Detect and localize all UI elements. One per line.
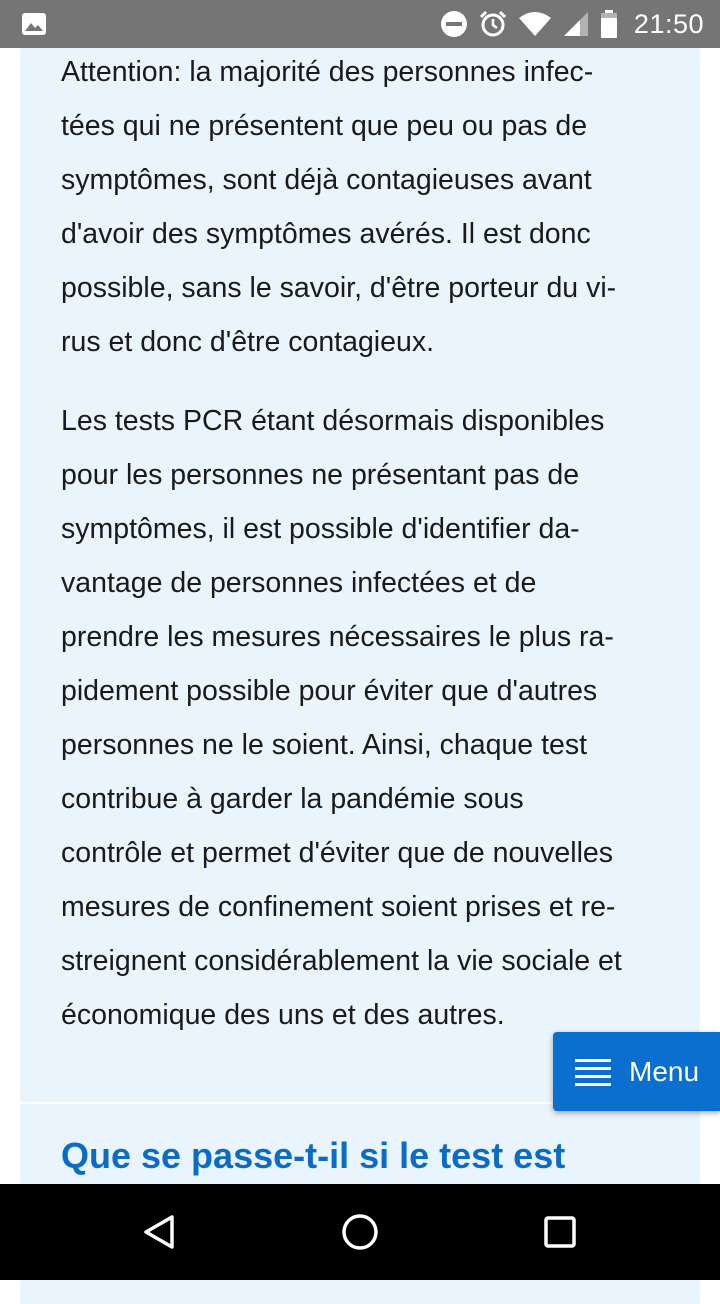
text-line: symptômes, il est possible d'identifier da- [61, 513, 580, 545]
text-line: pour les personnes ne présentant pas de [61, 459, 580, 491]
image-notification-icon [20, 10, 48, 38]
recent-apps-icon[interactable] [532, 1204, 588, 1260]
text-line: mesures de confinement soient prises et re- [61, 891, 616, 923]
cell-signal-icon [562, 10, 590, 38]
text-line: tées qui ne présentent que peu ou pas de [61, 110, 588, 142]
clock-time: 21:50 [633, 8, 704, 39]
text-line: symptômes, sont déjà contagieuses avant [61, 164, 592, 196]
text-line: personnes ne le soient. Ainsi, chaque test [61, 729, 588, 761]
text-line: prendre les mesures nécessaires le plus ra- [61, 621, 614, 653]
wifi-icon [518, 10, 552, 38]
menu-button-label: Menu [629, 1055, 700, 1087]
text-line: d'avoir des symptômes avérés. Il est donc [61, 218, 591, 250]
alarm-icon [478, 9, 508, 39]
text-line: vantage de personnes infectées et de [61, 567, 537, 599]
text-line: pidement possible pour éviter que d'autres [61, 675, 598, 707]
system-navigation-bar [0, 1184, 720, 1280]
home-icon[interactable] [332, 1204, 388, 1260]
text-line: économique des uns et des autres. [61, 999, 505, 1031]
do-not-disturb-icon [440, 10, 468, 38]
info-card [20, 48, 700, 1102]
menu-button[interactable] [553, 1032, 720, 1111]
title-line: Que se passe-t-il si le test est [61, 1135, 566, 1176]
page-content[interactable] [0, 48, 720, 1184]
paragraph-pcr-tests [61, 394, 661, 1042]
text-line: rus et donc d'être contagieux. [61, 326, 435, 358]
back-icon[interactable] [132, 1204, 188, 1260]
text-line: contribue à garder la pandémie sous [61, 783, 524, 815]
text-line: Les tests PCR étant désormais disponibles [61, 405, 605, 437]
paragraph-contagion-warning [61, 45, 661, 369]
text-line: contrôle et permet d'éviter que de nouvelles [61, 837, 614, 869]
text-line: possible, sans le savoir, d'être porteur du vi- [61, 272, 617, 304]
text-line: streignent considérablement la vie sociale et [61, 945, 622, 977]
status-bar [0, 0, 720, 48]
text-line: Attention: la majorité des personnes infec- [61, 56, 594, 88]
hamburger-menu-icon [575, 1056, 611, 1088]
battery-icon [600, 9, 618, 39]
